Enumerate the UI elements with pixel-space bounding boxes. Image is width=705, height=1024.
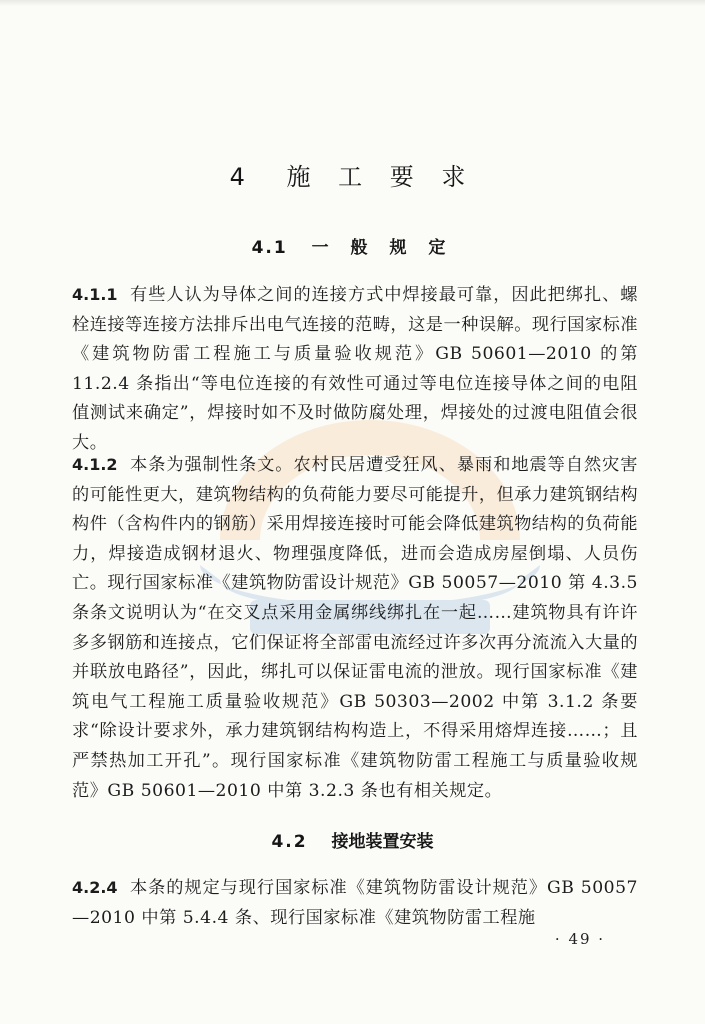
section-title-text: 接地装置安装 xyxy=(331,832,434,852)
scan-edge xyxy=(0,0,705,6)
clause-number: 4.1.1 xyxy=(72,285,118,304)
section-heading-4-2 xyxy=(0,830,705,854)
clause-number: 4.1.2 xyxy=(72,455,118,474)
page-number: · 49 · xyxy=(554,930,606,948)
clause-number: 4.2.4 xyxy=(72,878,118,897)
chapter-number: 4 xyxy=(229,163,255,191)
section-number: 4.2 xyxy=(271,832,308,852)
section-heading-4-1 xyxy=(0,236,705,260)
clause-4-1-1 xyxy=(72,280,638,459)
clause-4-1-2 xyxy=(72,450,638,806)
clause-4-2-4 xyxy=(72,873,638,933)
chapter-title-text: 施 工 要 求 xyxy=(286,163,476,191)
clause-text: 本条的规定与现行国家标准《建筑物防雷设计规范》GB 50057—2010 中第 5.4.4 条、现行国家标准《建筑物防雷工程施 xyxy=(72,878,638,928)
chapter-title xyxy=(0,160,705,194)
section-title-text: 一 般 规 定 xyxy=(311,238,454,258)
clause-text: 本条为强制性条文。农村民居遭受狂风、暴雨和地震等自然灾害的可能性更大，建筑物结构的负荷能力要尽可能提升，但承力建筑钢结构构件（含构件内的钢筋）采用焊接连接时可能会降低建筑物结构的负荷能力，焊接造成钢材退火、物理强度降低，进而会造成房屋倒塌、人员伤亡。现行国家标准《建筑物防雷设计规范》GB 50057—2010 第 4.3.5 条条文说明认为“在交叉点采用金属绑线绑扎在一起……建筑物具有许许多多钢筋和连接点，它们保证将全部雷电流经过许多次再分流流入大量的并联放电路径”，因此，绑扎可以保证雷电流的泄放。现行国家标准《建筑电气工程施工质量验收规范》GB 50303—2002 中第 3.1.2 条要求“除设计要求外，承力建筑钢结构构造上，不得采用熔焊连接……；且严禁热加工开孔”。现行国家标准《建筑物防雷工程施工与质量验收规范》GB 50601—2010 中第 3.2.3 条也有相关规定。 xyxy=(72,455,639,801)
section-number: 4.1 xyxy=(251,238,288,258)
clause-text: 有些人认为导体之间的连接方式中焊接最可靠，因此把绑扎、螺栓连接等连接方法排斥出电气连接的范畴，这是一种误解。现行国家标准《建筑物防雷工程施工与质量验收规范》GB 50601—2010 的第 11.2.4 条指出“等电位连接的有效性可通过等电位连接导体之间的电阻值测试来确定”，焊接时如不及时做防腐处理，焊接处的过渡电阻值会很大。 xyxy=(72,285,639,453)
